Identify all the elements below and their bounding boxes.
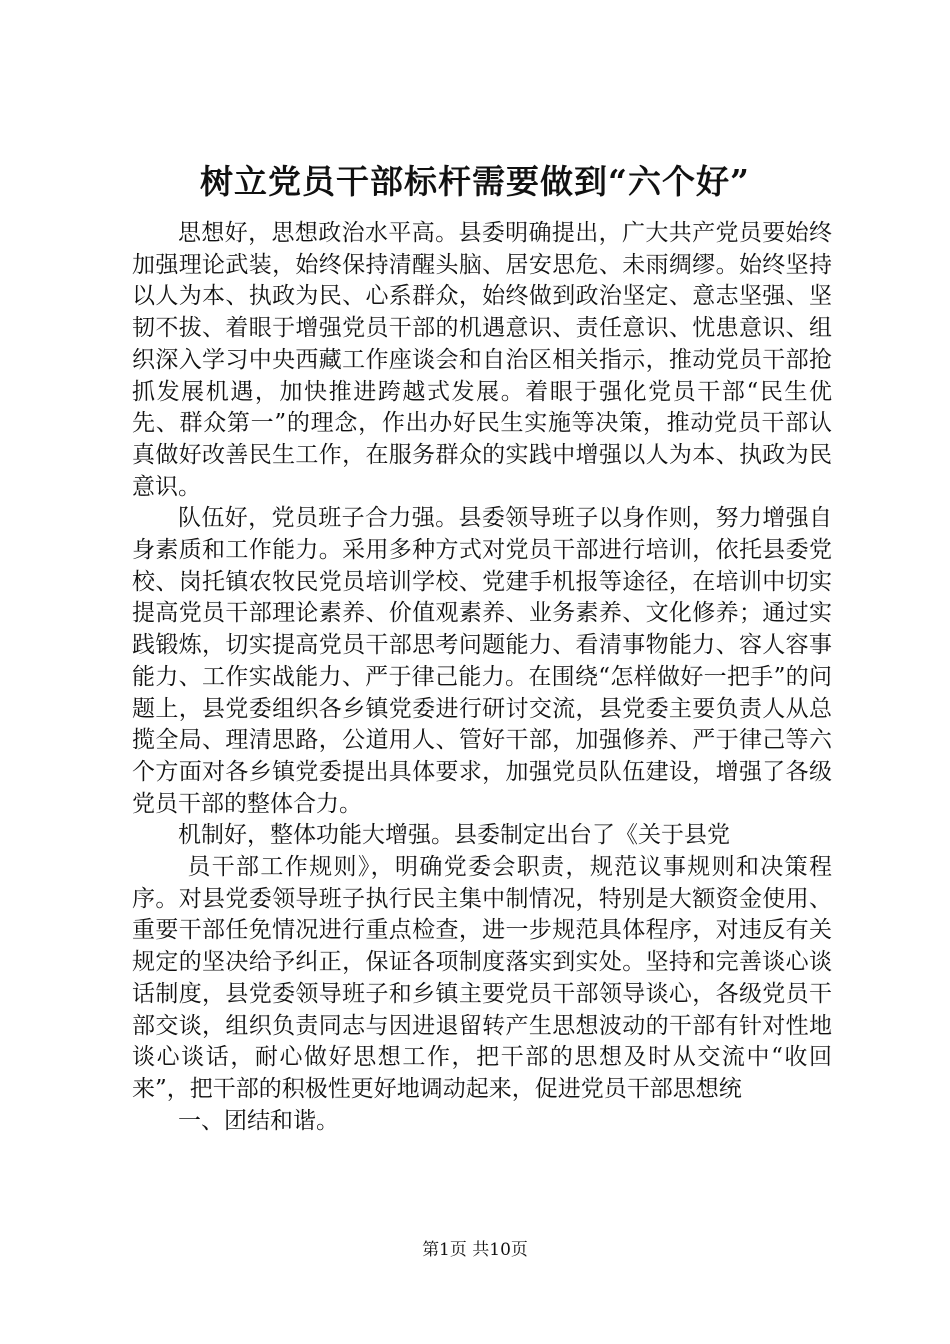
paragraph-mechanism-continued bbox=[132, 852, 832, 1106]
document-body bbox=[132, 218, 832, 1137]
paragraph-mechanism-continued-text: 员干部工作规则》，明确党委会职责，规范议事规则和决策程序。对县党委领导班子执行民主集中制情况，特别是大额资金使用、重要干部任免情况进行重点检查，进一步规范具体程序，对违反有关规定的坚决给予纠正，保证各项制度落实到实处。坚持和完善谈心谈话制度，县党委领导班子和乡镇主要党员干部领导谈心，各级党员干部交谈，组织负责同志与因进退留转产生思想波动的干部有针对性地谈心谈话，耐心做好思想工作，把干部的思想及时从交流中“收回来”，把干部的积极性更好地调动起来，促进党员干部思想统 bbox=[132, 854, 832, 1102]
paragraph-team: 队伍好，党员班子合力强。县委领导班子以身作则，努力增强自身素质和工作能力。采用多种方式对党员干部进行培训，依托县委党校、岗托镇农牧民党员培训学校、党建手机报等途径，在培训中切实提高党员干部理论素养、价值观素养、业务素养、文化修养；通过实践锻炼，切实提高党员干部思考问题能力、看清事物能力、容人容事能力、工作实战能力、严于律己能力。在围绕“怎样做好一把手”的问题上，县党委组织各乡镇党委进行研讨交流，县党委主要负责人从总揽全局、理清思路，公道用人、管好干部，加强修养、严于律己等六个方面对各乡镇党委提出具体要求，加强党员队伍建设，增强了各级党员干部的整体合力。 bbox=[132, 505, 832, 817]
document-title: 树立党员干部标杆需要做到“六个好” bbox=[200, 162, 750, 201]
paragraph-unity: 一、团结和谐。 bbox=[178, 1107, 339, 1134]
page-footer: 第1页 共10页 bbox=[422, 1240, 528, 1260]
paragraph-mechanism: 机制好，整体功能大增强。县委制定出台了《关于县党 bbox=[178, 822, 730, 849]
paragraph-thought: 思想好，思想政治水平高。县委明确提出，广大共产党员要始终加强理论武装，始终保持清醒头脑、居安思危、未雨绸缪。始终坚持以人为本、执政为民、心系群众，始终做到政治坚定、意志坚强、坚韧不拔、着眼于增强党员干部的机遇意识、责任意识、忧患意识、组织深入学习中央西藏工作座谈会和自治区相关指示，推动党员干部抢抓发展机遇，加快推进跨越式发展。着眼于强化党员干部“民生优先、群众第一”的理念，作出办好民生实施等决策，推动党员干部认真做好改善民生工作，在服务群众的实践中增强以人为本、执政为民意识。 bbox=[132, 220, 832, 500]
